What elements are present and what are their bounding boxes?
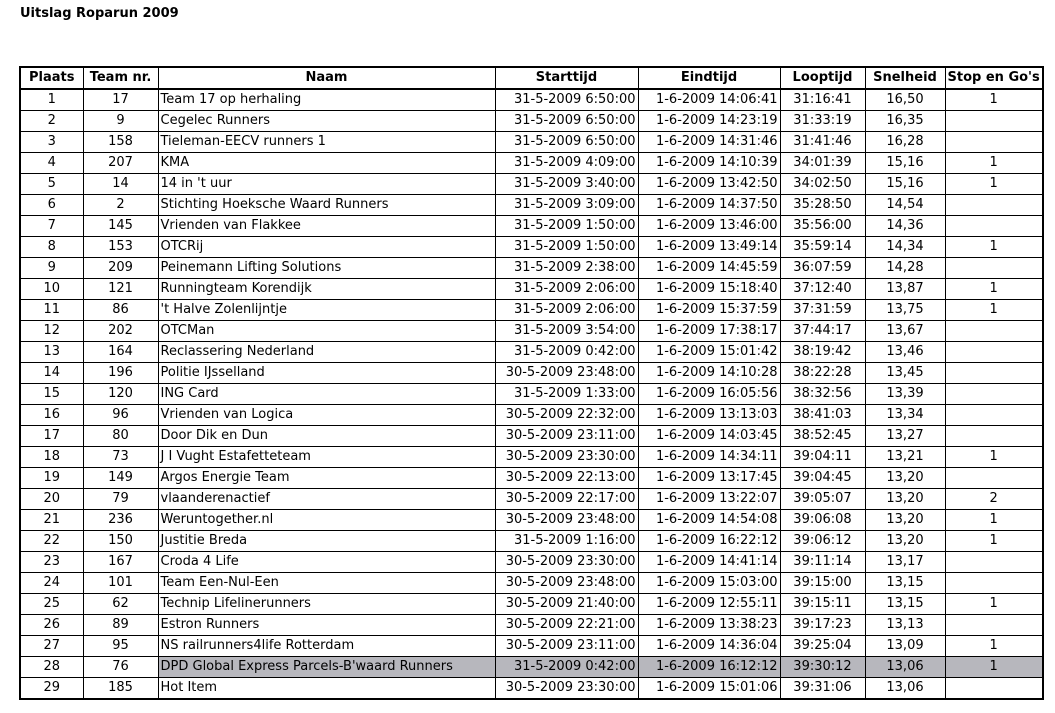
cell-looptijd: 38:22:28	[780, 363, 865, 384]
cell-starttijd: 31-5-2009 3:54:00	[495, 321, 638, 342]
table-row	[20, 405, 1043, 426]
table-row	[20, 342, 1043, 363]
cell-eindtijd: 1-6-2009 13:42:50	[638, 174, 780, 195]
cell-team-nr: 95	[83, 636, 158, 657]
cell-team-nr: 153	[83, 237, 158, 258]
cell-starttijd: 31-5-2009 3:40:00	[495, 174, 638, 195]
cell-looptijd: 39:31:06	[780, 678, 865, 700]
cell-stop-en-gos	[945, 678, 1043, 700]
cell-naam: NS railrunners4life Rotterdam	[158, 636, 495, 657]
cell-stop-en-gos: 1	[945, 594, 1043, 615]
cell-starttijd: 30-5-2009 23:48:00	[495, 363, 638, 384]
cell-naam: Justitie Breda	[158, 531, 495, 552]
cell-plaats: 26	[20, 615, 83, 636]
cell-snelheid: 16,28	[865, 132, 945, 153]
cell-eindtijd: 1-6-2009 14:06:41	[638, 89, 780, 111]
cell-starttijd: 31-5-2009 1:16:00	[495, 531, 638, 552]
col-header-naam: Naam	[158, 67, 495, 89]
cell-starttijd: 31-5-2009 4:09:00	[495, 153, 638, 174]
cell-team-nr: 150	[83, 531, 158, 552]
cell-eindtijd: 1-6-2009 14:41:14	[638, 552, 780, 573]
cell-naam: 14 in 't uur	[158, 174, 495, 195]
cell-eindtijd: 1-6-2009 15:03:00	[638, 573, 780, 594]
cell-plaats: 5	[20, 174, 83, 195]
cell-eindtijd: 1-6-2009 12:55:11	[638, 594, 780, 615]
cell-team-nr: 9	[83, 111, 158, 132]
table-row	[20, 258, 1043, 279]
cell-stop-en-gos	[945, 552, 1043, 573]
cell-looptijd: 39:04:11	[780, 447, 865, 468]
cell-plaats: 12	[20, 321, 83, 342]
table-row	[20, 657, 1043, 678]
cell-stop-en-gos	[945, 573, 1043, 594]
cell-starttijd: 31-5-2009 1:33:00	[495, 384, 638, 405]
cell-team-nr: 121	[83, 279, 158, 300]
cell-starttijd: 31-5-2009 2:06:00	[495, 279, 638, 300]
cell-looptijd: 31:33:19	[780, 111, 865, 132]
cell-plaats: 29	[20, 678, 83, 700]
cell-looptijd: 39:05:07	[780, 489, 865, 510]
cell-plaats: 22	[20, 531, 83, 552]
cell-team-nr: 158	[83, 132, 158, 153]
cell-naam: J I Vught Estafetteteam	[158, 447, 495, 468]
cell-plaats: 3	[20, 132, 83, 153]
cell-team-nr: 149	[83, 468, 158, 489]
cell-naam: 't Halve Zolenlijntje	[158, 300, 495, 321]
cell-naam: Runningteam Korendijk	[158, 279, 495, 300]
cell-plaats: 4	[20, 153, 83, 174]
cell-naam: Politie IJsselland	[158, 363, 495, 384]
cell-looptijd: 38:19:42	[780, 342, 865, 363]
cell-looptijd: 39:11:14	[780, 552, 865, 573]
table-row	[20, 300, 1043, 321]
cell-snelheid: 13,13	[865, 615, 945, 636]
cell-snelheid: 13,20	[865, 531, 945, 552]
cell-plaats: 6	[20, 195, 83, 216]
cell-eindtijd: 1-6-2009 16:22:12	[638, 531, 780, 552]
cell-looptijd: 38:41:03	[780, 405, 865, 426]
cell-snelheid: 13,75	[865, 300, 945, 321]
cell-snelheid: 13,87	[865, 279, 945, 300]
cell-plaats: 9	[20, 258, 83, 279]
cell-stop-en-gos: 1	[945, 657, 1043, 678]
table-row	[20, 174, 1043, 195]
cell-eindtijd: 1-6-2009 13:13:03	[638, 405, 780, 426]
cell-stop-en-gos: 1	[945, 447, 1043, 468]
table-row	[20, 594, 1043, 615]
cell-starttijd: 31-5-2009 2:06:00	[495, 300, 638, 321]
table-row	[20, 447, 1043, 468]
cell-naam: Cegelec Runners	[158, 111, 495, 132]
cell-stop-en-gos: 1	[945, 279, 1043, 300]
cell-naam: ING Card	[158, 384, 495, 405]
table-row	[20, 615, 1043, 636]
cell-starttijd: 30-5-2009 23:30:00	[495, 447, 638, 468]
cell-stop-en-gos	[945, 405, 1043, 426]
cell-starttijd: 30-5-2009 22:17:00	[495, 489, 638, 510]
cell-looptijd: 31:16:41	[780, 89, 865, 111]
cell-snelheid: 16,50	[865, 89, 945, 111]
cell-team-nr: 96	[83, 405, 158, 426]
cell-team-nr: 101	[83, 573, 158, 594]
cell-snelheid: 13,15	[865, 573, 945, 594]
cell-naam: Vrienden van Logica	[158, 405, 495, 426]
cell-starttijd: 31-5-2009 6:50:00	[495, 132, 638, 153]
cell-stop-en-gos	[945, 426, 1043, 447]
cell-starttijd: 30-5-2009 23:11:00	[495, 636, 638, 657]
cell-stop-en-gos	[945, 363, 1043, 384]
cell-starttijd: 31-5-2009 1:50:00	[495, 216, 638, 237]
cell-looptijd: 37:12:40	[780, 279, 865, 300]
cell-stop-en-gos	[945, 111, 1043, 132]
cell-eindtijd: 1-6-2009 13:17:45	[638, 468, 780, 489]
cell-plaats: 10	[20, 279, 83, 300]
cell-naam: Tieleman-EECV runners 1	[158, 132, 495, 153]
cell-snelheid: 14,54	[865, 195, 945, 216]
col-header-looptijd: Looptijd	[780, 67, 865, 89]
results-body	[20, 89, 1043, 699]
col-header-snelheid: Snelheid	[865, 67, 945, 89]
cell-snelheid: 13,06	[865, 678, 945, 700]
table-row	[20, 279, 1043, 300]
cell-eindtijd: 1-6-2009 14:10:39	[638, 153, 780, 174]
cell-stop-en-gos: 1	[945, 300, 1043, 321]
table-row	[20, 111, 1043, 132]
table-row	[20, 678, 1043, 700]
cell-naam: KMA	[158, 153, 495, 174]
table-row	[20, 89, 1043, 111]
table-row	[20, 636, 1043, 657]
col-header-stop-en-gos: Stop en Go's	[945, 67, 1043, 89]
cell-looptijd: 38:32:56	[780, 384, 865, 405]
cell-team-nr: 196	[83, 363, 158, 384]
cell-stop-en-gos: 1	[945, 636, 1043, 657]
cell-team-nr: 76	[83, 657, 158, 678]
cell-eindtijd: 1-6-2009 15:18:40	[638, 279, 780, 300]
table-row	[20, 552, 1043, 573]
cell-starttijd: 30-5-2009 23:30:00	[495, 552, 638, 573]
cell-plaats: 16	[20, 405, 83, 426]
cell-naam: Team 17 op herhaling	[158, 89, 495, 111]
cell-naam: Stichting Hoeksche Waard Runners	[158, 195, 495, 216]
cell-snelheid: 13,67	[865, 321, 945, 342]
cell-snelheid: 15,16	[865, 174, 945, 195]
cell-snelheid: 14,34	[865, 237, 945, 258]
cell-plaats: 17	[20, 426, 83, 447]
col-header-starttijd: Starttijd	[495, 67, 638, 89]
cell-snelheid: 13,45	[865, 363, 945, 384]
cell-naam: Hot Item	[158, 678, 495, 700]
cell-plaats: 28	[20, 657, 83, 678]
cell-plaats: 23	[20, 552, 83, 573]
cell-starttijd: 31-5-2009 3:09:00	[495, 195, 638, 216]
cell-snelheid: 13,27	[865, 426, 945, 447]
cell-eindtijd: 1-6-2009 14:34:11	[638, 447, 780, 468]
table-row	[20, 510, 1043, 531]
col-header-eindtijd: Eindtijd	[638, 67, 780, 89]
cell-eindtijd: 1-6-2009 15:01:06	[638, 678, 780, 700]
cell-plaats: 19	[20, 468, 83, 489]
document-title: Uitslag Roparun 2009	[20, 6, 179, 21]
cell-team-nr: 14	[83, 174, 158, 195]
cell-snelheid: 13,34	[865, 405, 945, 426]
cell-team-nr: 89	[83, 615, 158, 636]
cell-plaats: 8	[20, 237, 83, 258]
cell-starttijd: 30-5-2009 23:11:00	[495, 426, 638, 447]
cell-snelheid: 13,15	[865, 594, 945, 615]
cell-snelheid: 15,16	[865, 153, 945, 174]
cell-team-nr: 2	[83, 195, 158, 216]
table-row	[20, 468, 1043, 489]
cell-naam: Argos Energie Team	[158, 468, 495, 489]
cell-stop-en-gos: 2	[945, 489, 1043, 510]
cell-stop-en-gos	[945, 342, 1043, 363]
cell-naam: Peinemann Lifting Solutions	[158, 258, 495, 279]
cell-snelheid: 14,36	[865, 216, 945, 237]
cell-stop-en-gos	[945, 258, 1043, 279]
cell-starttijd: 31-5-2009 1:50:00	[495, 237, 638, 258]
cell-looptijd: 39:06:12	[780, 531, 865, 552]
cell-stop-en-gos	[945, 468, 1043, 489]
cell-starttijd: 30-5-2009 23:48:00	[495, 510, 638, 531]
cell-eindtijd: 1-6-2009 14:10:28	[638, 363, 780, 384]
cell-eindtijd: 1-6-2009 14:54:08	[638, 510, 780, 531]
cell-plaats: 27	[20, 636, 83, 657]
cell-naam: Door Dik en Dun	[158, 426, 495, 447]
cell-plaats: 25	[20, 594, 83, 615]
cell-looptijd: 31:41:46	[780, 132, 865, 153]
table-row	[20, 132, 1043, 153]
table-row	[20, 153, 1043, 174]
cell-looptijd: 37:44:17	[780, 321, 865, 342]
cell-stop-en-gos	[945, 195, 1043, 216]
cell-team-nr: 79	[83, 489, 158, 510]
cell-looptijd: 39:30:12	[780, 657, 865, 678]
results-table	[19, 66, 1044, 700]
cell-snelheid: 14,28	[865, 258, 945, 279]
cell-starttijd: 30-5-2009 22:32:00	[495, 405, 638, 426]
cell-stop-en-gos: 1	[945, 174, 1043, 195]
cell-eindtijd: 1-6-2009 13:49:14	[638, 237, 780, 258]
cell-stop-en-gos	[945, 216, 1043, 237]
table-row	[20, 426, 1043, 447]
cell-looptijd: 35:28:50	[780, 195, 865, 216]
cell-snelheid: 13,20	[865, 489, 945, 510]
cell-naam: OTCMan	[158, 321, 495, 342]
cell-team-nr: 62	[83, 594, 158, 615]
cell-eindtijd: 1-6-2009 14:45:59	[638, 258, 780, 279]
table-row	[20, 216, 1043, 237]
cell-naam: OTCRij	[158, 237, 495, 258]
cell-team-nr: 86	[83, 300, 158, 321]
cell-starttijd: 31-5-2009 0:42:00	[495, 342, 638, 363]
cell-naam: DPD Global Express Parcels-B'waard Runners	[158, 657, 495, 678]
cell-stop-en-gos: 1	[945, 510, 1043, 531]
cell-naam: vlaanderenactief	[158, 489, 495, 510]
cell-plaats: 24	[20, 573, 83, 594]
cell-eindtijd: 1-6-2009 15:37:59	[638, 300, 780, 321]
cell-team-nr: 164	[83, 342, 158, 363]
cell-snelheid: 13,20	[865, 468, 945, 489]
cell-snelheid: 13,09	[865, 636, 945, 657]
cell-stop-en-gos: 1	[945, 89, 1043, 111]
cell-starttijd: 30-5-2009 22:13:00	[495, 468, 638, 489]
cell-plaats: 21	[20, 510, 83, 531]
cell-starttijd: 30-5-2009 21:40:00	[495, 594, 638, 615]
cell-naam: Vrienden van Flakkee	[158, 216, 495, 237]
cell-starttijd: 30-5-2009 22:21:00	[495, 615, 638, 636]
cell-eindtijd: 1-6-2009 14:03:45	[638, 426, 780, 447]
cell-plaats: 2	[20, 111, 83, 132]
cell-plaats: 1	[20, 89, 83, 111]
cell-plaats: 13	[20, 342, 83, 363]
cell-looptijd: 39:15:00	[780, 573, 865, 594]
cell-eindtijd: 1-6-2009 17:38:17	[638, 321, 780, 342]
cell-plaats: 18	[20, 447, 83, 468]
cell-snelheid: 13,39	[865, 384, 945, 405]
cell-stop-en-gos	[945, 321, 1043, 342]
cell-starttijd: 31-5-2009 6:50:00	[495, 89, 638, 111]
cell-stop-en-gos	[945, 132, 1043, 153]
cell-looptijd: 35:59:14	[780, 237, 865, 258]
cell-eindtijd: 1-6-2009 14:37:50	[638, 195, 780, 216]
table-row	[20, 321, 1043, 342]
cell-team-nr: 167	[83, 552, 158, 573]
cell-stop-en-gos: 1	[945, 531, 1043, 552]
cell-team-nr: 236	[83, 510, 158, 531]
cell-starttijd: 30-5-2009 23:48:00	[495, 573, 638, 594]
cell-looptijd: 39:25:04	[780, 636, 865, 657]
cell-team-nr: 17	[83, 89, 158, 111]
cell-stop-en-gos: 1	[945, 153, 1043, 174]
cell-starttijd: 31-5-2009 2:38:00	[495, 258, 638, 279]
cell-snelheid: 13,46	[865, 342, 945, 363]
cell-looptijd: 36:07:59	[780, 258, 865, 279]
cell-plaats: 7	[20, 216, 83, 237]
table-row	[20, 363, 1043, 384]
cell-team-nr: 202	[83, 321, 158, 342]
cell-snelheid: 13,06	[865, 657, 945, 678]
table-row	[20, 489, 1043, 510]
cell-team-nr: 209	[83, 258, 158, 279]
cell-plaats: 20	[20, 489, 83, 510]
col-header-plaats: Plaats	[20, 67, 83, 89]
cell-team-nr: 73	[83, 447, 158, 468]
table-row	[20, 384, 1043, 405]
cell-team-nr: 80	[83, 426, 158, 447]
col-header-team-nr: Team nr.	[83, 67, 158, 89]
cell-snelheid: 13,20	[865, 510, 945, 531]
cell-eindtijd: 1-6-2009 14:31:46	[638, 132, 780, 153]
cell-eindtijd: 1-6-2009 13:38:23	[638, 615, 780, 636]
cell-looptijd: 39:04:45	[780, 468, 865, 489]
cell-stop-en-gos	[945, 615, 1043, 636]
cell-eindtijd: 1-6-2009 13:22:07	[638, 489, 780, 510]
cell-looptijd: 34:01:39	[780, 153, 865, 174]
cell-naam: Technip Lifelinerunners	[158, 594, 495, 615]
cell-naam: Estron Runners	[158, 615, 495, 636]
cell-naam: Team Een-Nul-Een	[158, 573, 495, 594]
cell-stop-en-gos: 1	[945, 237, 1043, 258]
table-row	[20, 237, 1043, 258]
cell-eindtijd: 1-6-2009 14:23:19	[638, 111, 780, 132]
cell-starttijd: 31-5-2009 6:50:00	[495, 111, 638, 132]
cell-team-nr: 185	[83, 678, 158, 700]
table-row	[20, 195, 1043, 216]
cell-looptijd: 39:06:08	[780, 510, 865, 531]
cell-team-nr: 207	[83, 153, 158, 174]
cell-looptijd: 39:15:11	[780, 594, 865, 615]
cell-looptijd: 37:31:59	[780, 300, 865, 321]
cell-naam: Reclassering Nederland	[158, 342, 495, 363]
cell-eindtijd: 1-6-2009 15:01:42	[638, 342, 780, 363]
cell-starttijd: 30-5-2009 23:30:00	[495, 678, 638, 700]
cell-plaats: 11	[20, 300, 83, 321]
cell-plaats: 14	[20, 363, 83, 384]
cell-snelheid: 13,21	[865, 447, 945, 468]
cell-plaats: 15	[20, 384, 83, 405]
cell-eindtijd: 1-6-2009 13:46:00	[638, 216, 780, 237]
cell-looptijd: 38:52:45	[780, 426, 865, 447]
cell-team-nr: 120	[83, 384, 158, 405]
cell-starttijd: 31-5-2009 0:42:00	[495, 657, 638, 678]
cell-naam: Croda 4 Life	[158, 552, 495, 573]
cell-looptijd: 39:17:23	[780, 615, 865, 636]
cell-looptijd: 35:56:00	[780, 216, 865, 237]
cell-looptijd: 34:02:50	[780, 174, 865, 195]
cell-eindtijd: 1-6-2009 16:12:12	[638, 657, 780, 678]
cell-snelheid: 13,17	[865, 552, 945, 573]
cell-stop-en-gos	[945, 384, 1043, 405]
cell-naam: Weruntogether.nl	[158, 510, 495, 531]
cell-snelheid: 16,35	[865, 111, 945, 132]
cell-eindtijd: 1-6-2009 14:36:04	[638, 636, 780, 657]
table-row	[20, 531, 1043, 552]
header-row	[20, 67, 1043, 89]
cell-team-nr: 145	[83, 216, 158, 237]
table-row	[20, 573, 1043, 594]
cell-eindtijd: 1-6-2009 16:05:56	[638, 384, 780, 405]
